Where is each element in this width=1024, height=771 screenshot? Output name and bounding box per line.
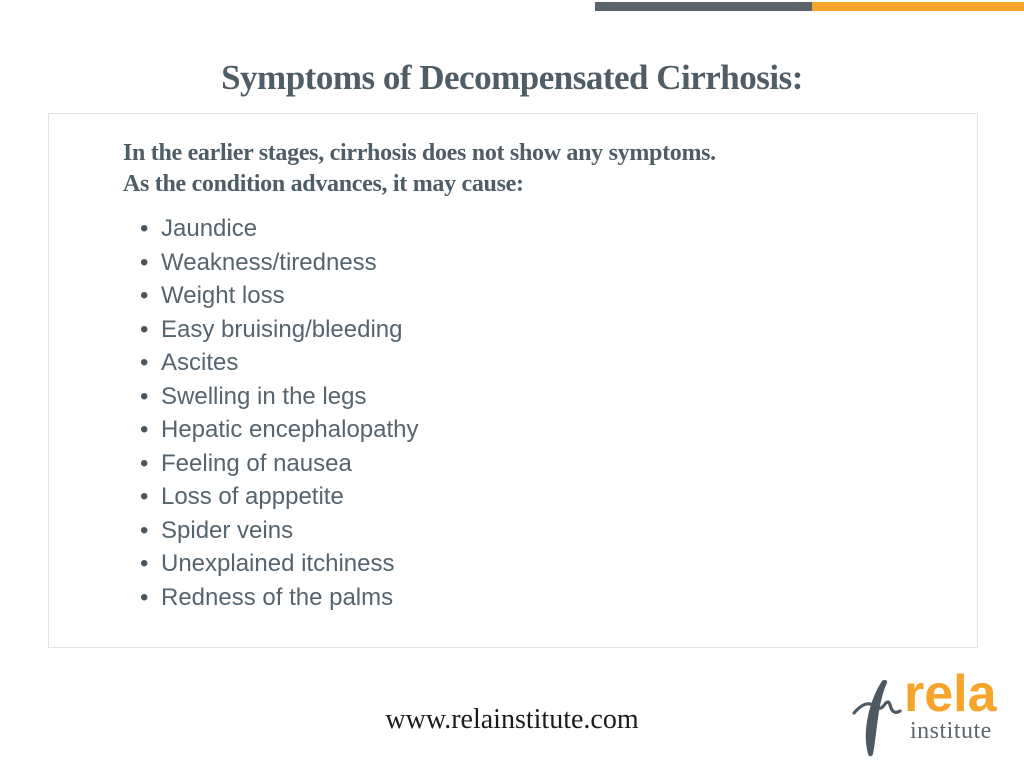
symptom-item xyxy=(140,246,419,280)
bullet-icon: • xyxy=(140,550,149,577)
intro-line-1: In the earlier stages, cirrhosis does not show any symptoms. xyxy=(123,140,716,166)
intro-line-2: As the condition advances, it may cause: xyxy=(123,171,524,197)
symptom-item xyxy=(140,346,419,380)
bullet-icon: • xyxy=(140,382,149,410)
symptom-label: Swelling in the legs xyxy=(161,382,367,410)
symptom-item xyxy=(140,514,419,548)
symptom-item xyxy=(140,447,419,481)
symptom-list xyxy=(140,212,419,614)
bullet-icon: • xyxy=(140,282,149,309)
symptom-item xyxy=(140,212,419,246)
symptom-item xyxy=(140,413,419,447)
symptom-label: Spider veins xyxy=(161,516,294,544)
bullet-icon: • xyxy=(140,449,149,477)
bullet-icon: • xyxy=(140,215,149,242)
rela-brushstroke-icon xyxy=(852,680,906,758)
intro-text xyxy=(123,138,716,200)
symptom-item xyxy=(140,313,419,347)
symptom-label: Loss of apppetite xyxy=(161,483,344,510)
symptom-item xyxy=(140,581,419,615)
bullet-icon: • xyxy=(140,248,149,276)
logo-subtext: institute xyxy=(910,718,992,744)
website-url: www.relainstitute.com xyxy=(385,704,639,735)
bullet-icon: • xyxy=(140,349,149,376)
symptom-item xyxy=(140,279,419,313)
logo-word: rela xyxy=(904,665,997,723)
symptom-label: Feeling of nausea xyxy=(161,449,352,477)
symptom-item xyxy=(140,380,419,414)
symptom-label: Redness of the palms xyxy=(161,583,394,611)
rela-institute-logo xyxy=(852,665,1012,756)
symptom-item xyxy=(140,480,419,514)
symptom-label: Weakness/tiredness xyxy=(161,248,377,276)
top-bar-orange-segment xyxy=(812,2,1024,11)
symptom-label: Ascites xyxy=(161,349,239,376)
bullet-icon: • xyxy=(140,583,149,611)
page-title: Symptoms of Decompensated Cirrhosis: xyxy=(221,58,803,97)
bullet-icon: • xyxy=(140,416,149,443)
symptom-label: Easy bruising/bleeding xyxy=(161,315,403,343)
symptom-item xyxy=(140,547,419,581)
symptom-label: Hepatic encephalopathy xyxy=(161,416,419,443)
symptom-label: Jaundice xyxy=(161,215,258,242)
symptom-label: Weight loss xyxy=(161,282,285,309)
bullet-icon: • xyxy=(140,516,149,544)
top-bar-dark-segment xyxy=(595,2,812,11)
symptom-label: Unexplained itchiness xyxy=(161,550,395,577)
bullet-icon: • xyxy=(140,315,149,343)
symptoms-box xyxy=(48,113,978,648)
bullet-icon: • xyxy=(140,483,149,510)
